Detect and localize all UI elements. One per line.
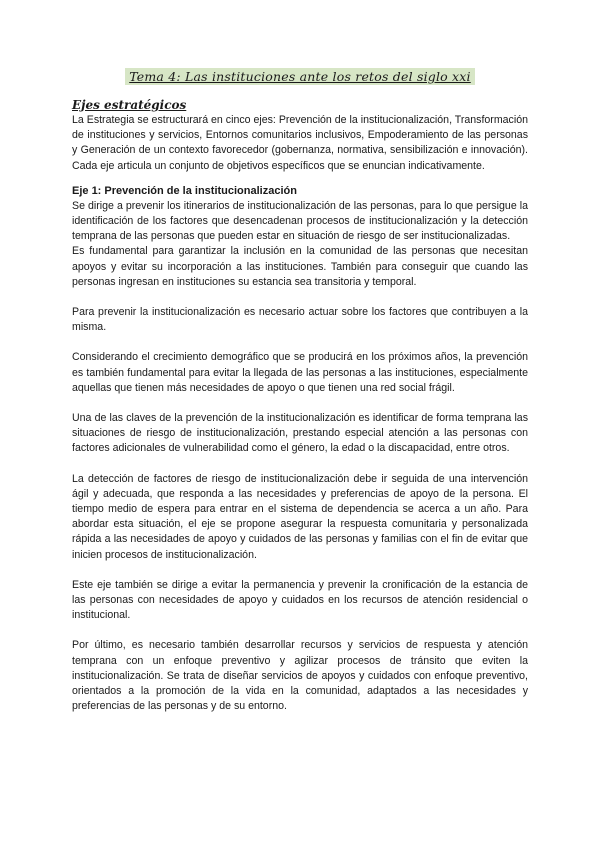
paragraph-8: Por último, es necesario también desarrollar recursos y servicios de respuesta y atención temprana con un enfoque preventivo y agilizar procesos de tránsito que eviten la institucionalización. Se trata de diseñar servicios de apoyos y cuidados con enfoque preventivo, orientados a la promoción de la vida en la comunidad, adaptados a las necesidades y preferencias de las personas y de su entorno.	[72, 639, 528, 713]
paragraph-2: Es fundamental para garantizar la inclusión en la comunidad de las personas que necesitan apoyos y evitar su incorporación a las instituciones. También para conseguir que cuando las personas ingresan en instituciones su estancia sea transitoria y temporal.	[72, 245, 528, 288]
paragraph-5: Una de las claves de la prevención de la institucionalización es identificar de forma temprana las situaciones de riesgo de institucionalización, prestando especial atención a las personas con factores adicionales de vulnerabilidad como el género, la edad o la discapacidad, entre otros.	[72, 412, 528, 455]
paragraph-3: Para prevenir la institucionalización es necesario actuar sobre los factores que contribuyen a la misma.	[72, 306, 528, 334]
paragraph-4: Considerando el crecimiento demográfico que se producirá en los próximos años, la prevención es también fundamental para evitar la llegada de las personas a las instituciones, especialmente aquellas que tienen más necesidades de apoyo o que tienen una red social frágil.	[72, 351, 528, 394]
subheading: Ejes estratégicos	[72, 98, 187, 112]
page-title: Tema 4: Las instituciones ante los retos del siglo xxi	[125, 68, 475, 85]
intro-paragraph: La Estrategia se estructurará en cinco ejes: Prevención de la institucionalización, Transformación de instituciones y servicios, Entornos comunitarios inclusivos, Empoderamiento de las personas y Generación de un contexto favorecedor (gobernanza, normativa, sensibilización e innovación). Cada eje articula un conjunto de objetivos específicos que se enuncian indicativamente.	[72, 114, 528, 172]
section-heading: Eje 1: Prevención de la institucionalización	[72, 184, 297, 197]
paragraph-1: Se dirige a prevenir los itinerarios de institucionalización de las personas, para lo que persigue la identificación de los factores que desencadenan procesos de institucionalización y la detección temprana de las personas que pueden estar en situación de riesgo de ser institucionalizadas.	[72, 199, 528, 243]
paragraph-7: Este eje también se dirige a evitar la permanencia y prevenir la cronificación de la estancia de las personas con necesidades de apoyo y cuidados en los recursos de atención residencial o institucional.	[72, 578, 528, 622]
paragraph-6: La detección de factores de riesgo de institucionalización debe ir seguida de una intervención ágil y adecuada, que responda a las necesidades y preferencias de apoyo de la persona. El tiempo medio de espera para entrar en el sistema de dependencia se acerca a un año. Para abordar esta situación, el eje se propone asegurar la respuesta comunitaria y personalizada rápida a las necesidades de apoyo y cuidados de las personas y familias con el fin de evitar que inicien procesos de institucionalización.	[72, 472, 528, 561]
document-page	[72, 68, 528, 715]
title-wrapper	[72, 68, 528, 86]
